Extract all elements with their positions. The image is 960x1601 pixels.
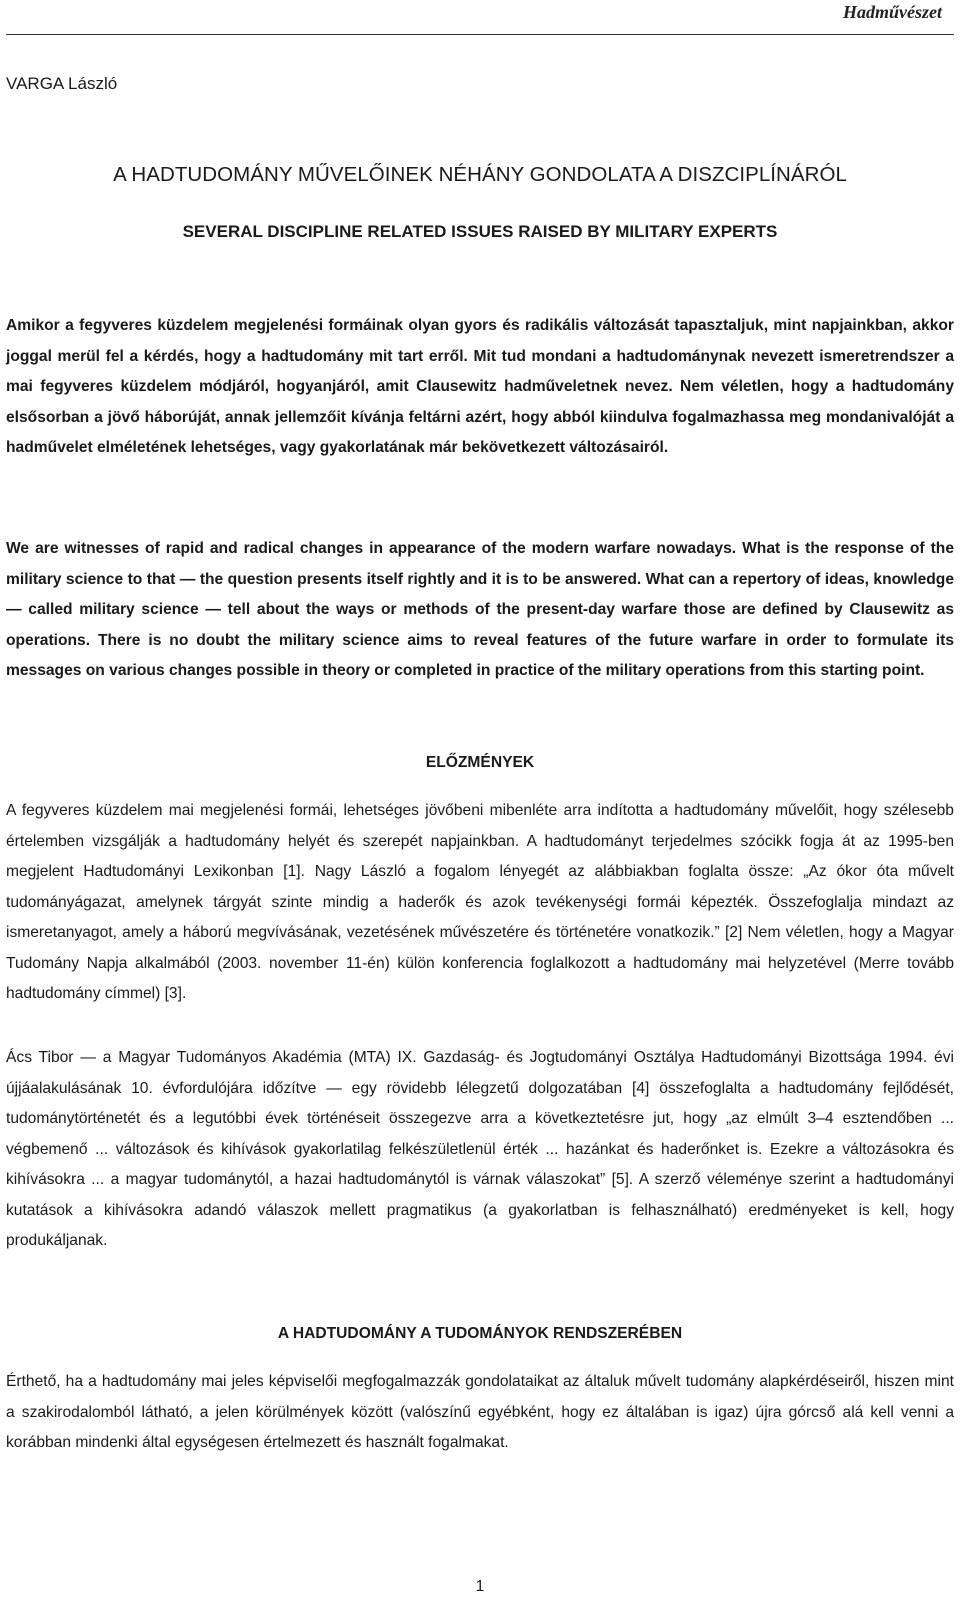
page-header xyxy=(0,0,960,36)
section2-paragraph-1: Érthető, ha a hadtudomány mai jeles képviselői megfogalmazzák gondolataikat az általuk művelt tudomány alapkérdéseiről, hiszen mint a szakirodalomból látható, a jelen körülmények között (valószínű egyébként, hogy ez általában is igaz) újra górcső alá kell venni a korábban mindenki által egységesen értelmezett és használt fogalmakat. xyxy=(6,1373,954,1451)
section-heading-tudomanyok-rendszereben: A HADTUDOMÁNY A TUDOMÁNYOK RENDSZERÉBEN xyxy=(277,1325,683,1342)
title-hungarian: A HADTUDOMÁNY MŰVELŐINEK NÉHÁNY GONDOLATA A DISZCIPLÍNÁRÓL xyxy=(113,163,847,186)
title-english: SEVERAL DISCIPLINE RELATED ISSUES RAISED BY MILITARY EXPERTS xyxy=(182,222,778,241)
section1-paragraph-2: Ács Tibor — a Magyar Tudományos Akadémia (MTA) IX. Gazdaság- és Jogtudományi Osztálya Hadtudományi Bizottsága 1994. évi újjáalakulásának 10. évfordulójára időzítve — egy rövidebb lélegzetű dolgozatában [4] összefoglalta a hadtudomány fejlődését, tudománytörténetét és a legutóbbi évek történéseit összegezve arra a következtetésre jut, hogy „az elmúlt 3–4 esztendőben ... végbemenő ... változások és kihívások gyakorlatilag felkészületlenül érték ... hazánkat és haderőnket is. Ezekre a változásokra és kihívásokra ... a magyar tudománytól, a hazai hadtudománytól is várnak válaszokat” [5]. A szerző véleménye szerint a hadtudományi kutatások a kihívásokra adandó válaszok mellett pragmatikus (a gyakorlatban is felhasználható) eredményeket is kell, hogy produkáljanak. xyxy=(6,1049,954,1249)
running-head: Hadművészet xyxy=(843,2,942,22)
page-number: 1 xyxy=(475,1578,485,1595)
abstract-hungarian: Amikor a fegyveres küzdelem megjelenési formáinak olyan gyors és radikális változását tapasztaljuk, mint napjainkban, akkor joggal merül fel a kérdés, hogy a hadtudomány mit tart erről. Mit tud mondani a hadtudománynak nevezett ismeretrendszer a mai fegyveres küzdelem módjáról, hogyanjáról, amit Clausewitz hadműveletnek nevez. Nem véletlen, hogy a hadtudomány elsősorban a jövő háborúját, annak jellemzőit kívánja feltárni azért, hogy abból kiindulva fogalmazhassa meg mondanivalóját a hadművelet elméletének lehetséges, vagy gyakorlatának már bekövetkezett változásairól. xyxy=(6,317,954,456)
abstract-english: We are witnesses of rapid and radical changes in appearance of the modern warfare nowadays. What is the response of the military science to that — the question presents itself rightly and it is to be answered. What can a repertory of ideas, knowledge — called military science — tell about the ways or methods of the present-day warfare those are defined by Clausewitz as operations. There is no doubt the military science aims to reveal features of the future warfare in order to formulate its messages on various changes possible in theory or completed in practice of the military operations from this starting point. xyxy=(6,540,954,679)
author-name: VARGA László xyxy=(6,74,118,93)
section1-paragraph-1: A fegyveres küzdelem mai megjelenési formái, lehetséges jövőbeni mibenléte arra indította a hadtudomány művelőit, hogy szélesebb értelemben vizsgálják a hadtudomány helyét és szerepét napjainkban. A hadtudományt terjedelmes szócikk fogja át az 1995-ben megjelent Hadtudományi Lexikonban [1]. Nagy László a fogalom lényegét az alábbiakban foglalta össze: „Az ókor óta művelt tudományágazat, amelynek tárgyát szinte mindig a haderők és azok tevékenységi formái képezték. Összefoglalja mindazt az ismeretanyagot, amely a háború megvívásának, vezetésének művészetére és történetére vonatkozik.” [2] Nem véletlen, hogy a Magyar Tudomány Napja alkalmából (2003. november 11-én) külön konferencia foglalkozott a hadtudomány mai helyzetével (Merre tovább hadtudomány címmel) [3]. xyxy=(6,802,954,1002)
section-heading-elozmenyek: ELŐZMÉNYEK xyxy=(425,754,535,771)
header-rule xyxy=(6,34,954,35)
